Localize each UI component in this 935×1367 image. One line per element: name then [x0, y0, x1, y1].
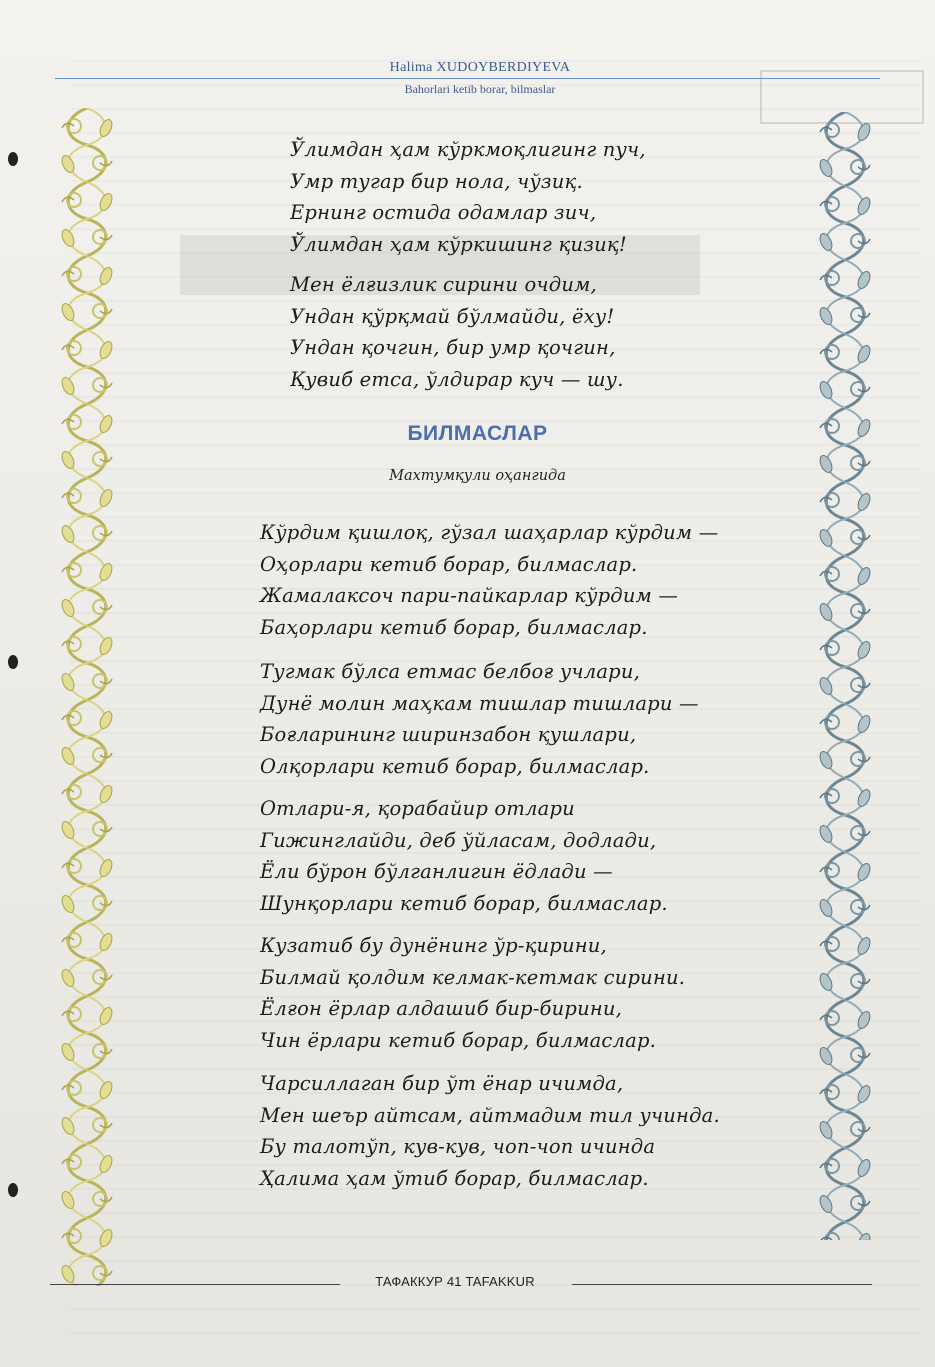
- punch-hole: [8, 152, 18, 166]
- poem2-stanza-2: [260, 656, 699, 782]
- poem2-stanza-3: [260, 793, 668, 919]
- footer-page-label: ТАФАККУР 41 TAFAKKUR: [375, 1274, 535, 1289]
- verse-line: Ернинг остида одамлар зич,: [290, 201, 597, 224]
- verse-line: Олқорлари кетиб борар, билмаслар.: [260, 754, 650, 778]
- verse-line: Оҳорлари кетиб борар, билмаслар.: [260, 552, 638, 576]
- verse-line: Отлари-я, қорабайир отлари: [260, 797, 575, 820]
- punch-hole: [8, 1183, 18, 1197]
- blue-vine-ornament-icon: [812, 112, 878, 1240]
- verse-line: Шунқорлари кетиб борар, билмаслар.: [260, 891, 668, 915]
- punch-hole: [8, 655, 18, 669]
- header-rule: [55, 78, 880, 79]
- gold-vine-ornament-icon: [54, 108, 120, 1286]
- header-author: Halima XUDOYBERDIYEVA: [389, 60, 571, 75]
- footer-rule-left: [50, 1284, 340, 1285]
- verse-line: Тугмак бўлса етмас белбоғ учлари,: [260, 660, 641, 683]
- poem1-stanza-1: [290, 134, 646, 260]
- verse-line: Ёлғон ёрлар алдашиб бир-бирини,: [260, 997, 623, 1020]
- verse-line: Умр тугар бир нола, чўзиқ.: [290, 169, 583, 193]
- verse-line: Ундан қўрқмай бўлмайди, ёху!: [290, 304, 615, 328]
- verse-line: Ўлимдан ҳам кўркмоқлигинг пуч,: [290, 138, 646, 161]
- verse-line: Боғларининг ширинзабон қушлари,: [260, 723, 637, 746]
- verse-line: Мен шеър айтсам, айтмадим тил учинда.: [260, 1103, 720, 1127]
- verse-line: Дунё молин маҳкам тишлар тишлари —: [260, 691, 699, 715]
- footer-rule-right: [572, 1284, 872, 1285]
- poem2-stanza-5: [260, 1068, 720, 1194]
- verse-line: Қувиб етса, ўлдирар куч — шу.: [290, 367, 624, 391]
- verse-line: Ҳалима ҳам ўтиб борар, билмаслар.: [260, 1166, 649, 1190]
- verse-line: Ўлимдан ҳам кўркишинг қизиқ!: [290, 232, 627, 256]
- verse-line: Кўрдим қишлоқ, гўзал шаҳарлар кўрдим —: [260, 521, 719, 544]
- verse-line: Мен ёлғизлик сирини очдим,: [290, 273, 597, 296]
- poem1-stanza-2: [290, 269, 624, 395]
- header-subtitle: Bahorlari ketib borar, bilmaslar: [404, 82, 556, 96]
- poem-title: БИЛМАСЛАР: [407, 422, 548, 445]
- poem-dedication: Махтумқули оҳангида: [389, 468, 566, 484]
- poem2-stanza-1: [260, 517, 718, 643]
- verse-line: Ундан қочгин, бир умр қочгин,: [290, 336, 616, 359]
- verse-line: Бу талотўп, кув-кув, чоп-чоп ичинда: [260, 1135, 656, 1158]
- poem2-stanza-4: [260, 930, 685, 1056]
- verse-line: Чарсиллаган бир ўт ёнар ичимда,: [260, 1072, 624, 1095]
- verse-line: Жамалаксоч пари-пайкарлар кўрдим —: [260, 584, 679, 607]
- verse-line: Кузатиб бу дунёнинг ўр-қирини,: [260, 934, 607, 957]
- verse-line: Баҳорлари кетиб борар, билмаслар.: [260, 615, 648, 639]
- verse-line: Ёли бўрон бўлганлигин ёдлади —: [260, 860, 613, 883]
- verse-line: Чин ёрлари кетиб борар, билмаслар.: [260, 1028, 657, 1052]
- verse-line: Билмай қолдим келмак-кетмак сирини.: [260, 965, 686, 989]
- verse-line: Гижинглайди, деб ўйласам, додлади,: [260, 828, 657, 852]
